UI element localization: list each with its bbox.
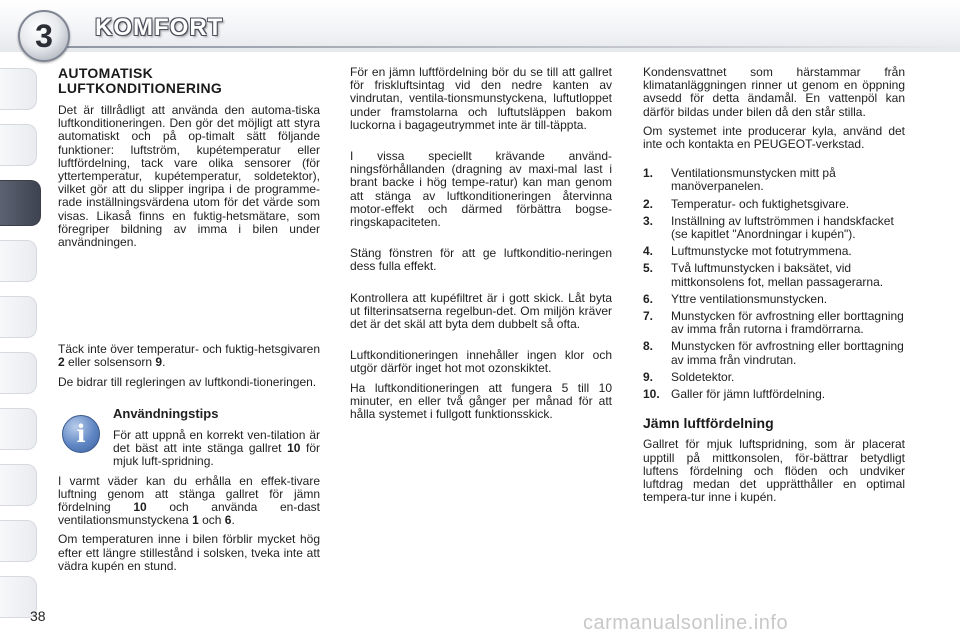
- hot-weather-paragraph: I varmt väder kan du erhålla en effek-tivare luftning genom att stänga gallret för jämn fördelning 10 och använda en-dast ventilationsmunstyckena 1 och 6.: [58, 473, 320, 528]
- paragraph-close-windows: Stäng fönstren för att ge luftkonditio-neringen dess fulla effekt.: [350, 246, 612, 274]
- legend-item: 5. Två luftmunstycken i baksätet, vid mittkonsolens fot, mellan passagerarna.: [643, 261, 884, 289]
- chapter-number: 3: [35, 17, 53, 54]
- info-icon: i: [62, 415, 100, 453]
- paragraph-air-distribution: För en jämn luftfördelning bör du se till att gallret för friskluftsintag vid den nedre kanten av vindrutan, ventila-tionsmunstyckena, luftutloppet under framstolarna och luftutsläppen bakom luckorna i bagageutrymmet inte är till-täppta.: [350, 65, 612, 132]
- legend-item: 8. Munstycken för avfrostning eller borttagning av imma från vindrutan.: [643, 339, 904, 367]
- usage-tip-paragraph: För att uppnå en korrekt ven-tilation är det bäst att inte stänga gallret 10 för mjuk luft-spridning.: [113, 428, 320, 469]
- chapter-tab[interactable]: [0, 296, 37, 338]
- column-3: [643, 66, 905, 510]
- paragraph-condensation: Kondensvattnet som härstammar från klimatanläggningen rinner ut genom en öppning avsedd för detta ändamål. En vattenpöl kan därför bildas under bilen då den står stilla.: [643, 65, 905, 119]
- ventilate-paragraph: Om temperaturen inne i bilen förblir mycket hög efter ett längre stillestånd i solsken, tveka inte att vädra kupén en stund.: [58, 532, 320, 573]
- legend-item: 2. Temperatur- och fuktighetsgivare.: [643, 196, 850, 211]
- usage-tips-title: Användningstips: [113, 405, 219, 421]
- paragraph-demanding-conditions: I vissa speciellt krävande använd-ningsförhållanden (dragning av maxi-mal last i brant backe i hög tempe-ratur) kan man genom att stänga av luftkonditioneringen återvinna motor-effekt och därmed förbättra bogse-ringskapaciteten.: [350, 149, 612, 230]
- chapter-tab[interactable]: [0, 408, 37, 450]
- section-heading-even-distribution: Jämn luftfördelning: [643, 415, 774, 432]
- usage-tips-box: [58, 407, 320, 469]
- column-2: [350, 66, 612, 427]
- legend-item: 3. Inställning av luftströmmen i handskfacket (se kapitlet "Anordningar i kupén").: [643, 213, 894, 242]
- chapter-tab[interactable]: [0, 352, 37, 394]
- chapter-tab[interactable]: [0, 124, 37, 166]
- paragraph-grille: Gallret för mjuk luftspridning, som är placerat upptill på mittkonsolen, för-bättrar betydligt luftens fördelning och flöden och undviker luftdrag medan det upprätthåller en optimal tempera-tur inne i kupén.: [643, 437, 905, 505]
- paragraph-no-cooling: Om systemet inte producerar kyla, använd det inte och kontakta en PEUGEOT-verkstad.: [643, 123, 905, 152]
- legend-item: 1. Ventilationsmunstycken mitt på manöverpanelen.: [643, 166, 836, 194]
- blank-space: [58, 255, 320, 343]
- legend-item: 9. Soldetektor.: [643, 369, 735, 384]
- column-1: [58, 66, 320, 579]
- legend-item: 10. Galler för jämn luftfördelning.: [643, 387, 826, 402]
- paragraph-run-monthly: Ha luftkonditioneringen att fungera 5 till 10 minuter, en eller två gånger per månad för att hålla systemet i fullgott funktionsskick.: [350, 380, 612, 422]
- component-legend: [643, 167, 905, 401]
- intro-paragraph: Det är tillrådligt att använda den automa-tiska luftkonditioneringen. Den gör det möjligt att styra automatiskt och på op-timalt sätt följande funktioner: luftström, kupétemperatur eller luftfördelning, tack vare olika sensorer (för yttertemperatur, kupétemperatur, soldetektor), vilket gör att du slipper ingripa i de programme-rade inställningsvärdena utom för det värde som visas. Likaså finns en fuktig-hetsmätare, som föregriper bildning av imma i bilen under användningen.: [58, 103, 320, 250]
- paragraph-chlorine: Luftkonditioneringen innehåller ingen klor och utgör därför inget hot mot ozonskiktet.: [350, 348, 612, 376]
- regulation-paragraph: De bidrar till regleringen av luftkondi-tioneringen.: [58, 374, 317, 389]
- chapter-tab[interactable]: [0, 68, 37, 110]
- watermark: carmanualsonline.info: [583, 612, 789, 634]
- legend-item: 4. Luftmunstycke mot fotutrymmena.: [643, 244, 852, 259]
- sensor-warning-paragraph: Täck inte över temperatur- och fuktig-hetsgivaren 2 eller solsensorn 9.: [58, 342, 320, 370]
- section-heading-automatic-ac: AUTOMATISK LUFTKONDITIONERING: [58, 65, 223, 96]
- chapter-number-badge: [18, 10, 70, 62]
- chapter-tab[interactable]: [0, 240, 37, 282]
- chapter-tab[interactable]: [0, 520, 37, 562]
- chapter-tab-active[interactable]: [0, 180, 41, 226]
- chapter-title: KOMFORT: [95, 14, 224, 41]
- chapter-tab[interactable]: [0, 464, 37, 506]
- legend-item: 7. Munstycken för avfrostning eller borttagning av imma från rutorna i framdörrarna.: [643, 309, 904, 337]
- page-number: 38: [30, 608, 46, 624]
- header-rule: [60, 46, 960, 48]
- chapter-tab-rail: [0, 68, 42, 632]
- legend-item: 6. Yttre ventilationsmunstycken.: [643, 291, 828, 306]
- paragraph-cabin-filter: Kontrollera att kupéfiltret är i gott skick. Låt byta ut filterinsatserna regelbun-det. Om miljön kräver det är det skäl att byta dem dubbelt så ofta.: [350, 290, 612, 332]
